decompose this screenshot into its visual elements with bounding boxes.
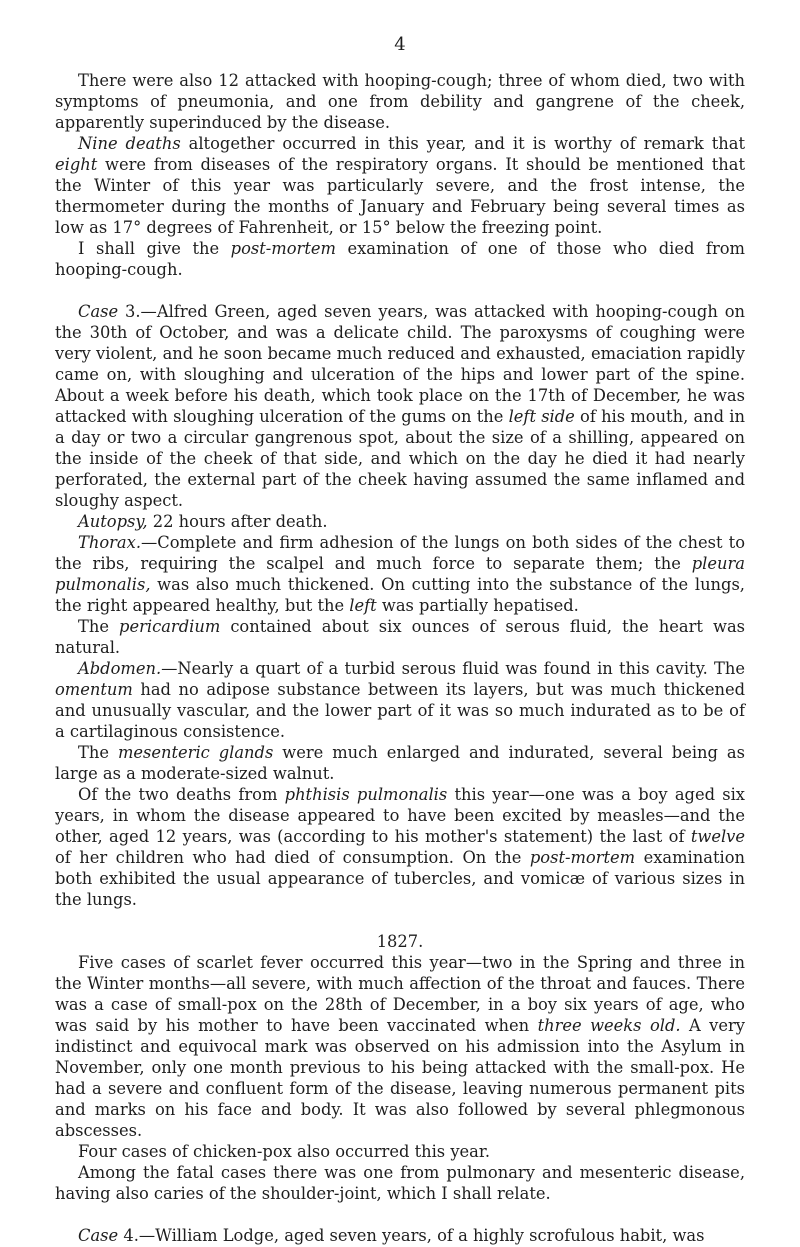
year-heading: 1827. [376,932,424,951]
italic-text: pericardium [119,617,221,636]
paragraph: I shall give the post-mortem examination of one of those who died from hooping-cough. [55,239,745,279]
italic-text: left side [508,407,575,426]
paragraph: Case 4.—William Lodge, aged seven years, of a highly scrofulous habit, was [78,1226,705,1245]
italic-text: twelve [690,827,745,846]
paragraph: Among the fatal cases there was one from pulmonary and mesenteric disease, having also caries of the shoulder-joint, which I shall relate. [55,1163,745,1203]
italic-text: eight [55,155,98,174]
italic-text: Case [78,1226,119,1245]
italic-text: mesenteric glands [117,743,274,762]
italic-text: Case [78,302,119,321]
paragraph: There were also 12 attacked with hooping-cough; three of whom died, two with symptoms of pneumonia, and one from debility and gangrene of the cheek, apparently superinduced by the disease. [55,71,745,132]
page-number: 4 [394,34,406,55]
italic-text: post-mortem [529,848,636,867]
italic-text: three weeks old. [537,1016,681,1035]
paragraph: The pericardium contained about six ounces of serous fluid, the heart was natural. [55,617,746,657]
paragraph: Case 3.—Alfred Green, aged seven years, was attacked with hooping-cough on the 30th of October, and was a delicate child. The paroxysms of coughing were very violent, and he soon became much reduced and exhausted, emaciation rapidly came on, with sloughing and ulceration of the hips and lower part of the spine. About a week before his death, which took place on the 17th of December, he was attacked with sloughing ulceration of the gums on the left side of his mouth, and in a day or two a circular gangrenous spot, about the size of a shilling, appeared on the inside of the cheek of that side, and which on the day he died it had nearly perforated, the external part of the cheek having assumed the same inflamed and sloughy aspect. [55,302,745,510]
italic-text: phthisis pulmonalis [284,785,448,804]
italic-text: pleura pulmonalis, [55,554,745,594]
paragraph: Four cases of chicken-pox also occurred this year. [78,1142,491,1161]
paragraph: Abdomen.—Nearly a quart of a turbid serous fluid was found in this cavity. The omentum had no adipose substance between its layers, but was much thickened and unusually vascular, and the lower part of it was so much indurated as to be of a cartilaginous consistence. [55,659,745,741]
italic-text: Thorax. [78,533,141,552]
paragraph: The mesenteric glands were much enlarged and indurated, several being as large as a moderate-sized walnut. [55,743,745,783]
page-body [55,70,745,1246]
paragraph: Five cases of scarlet fever occurred this year—two in the Spring and three in the Winter months—all severe, with much affection of the throat and fauces. There was a case of small-pox on the 28th of December, in a boy six years of age, who was said by his mother to have been vaccinated when three weeks old. A very indistinct and equivocal mark was observed on his admission into the Asylum in November, only one month previous to his being attacked with the small-pox. He had a severe and confluent form of the disease, leaving numerous permanent pits and marks on his face and body. It was also followed by several phlegmonous abscesses. [55,953,745,1140]
paragraph: Autopsy, 22 hours after death. [78,512,328,531]
italic-text: left [349,596,377,615]
italic-text: Nine deaths [78,134,181,153]
paragraph: Thorax.—Complete and firm adhesion of the lungs on both sides of the chest to the ribs, requiring the scalpel and much force to separate them; the pleura pulmonalis, was also much thickened. On cutting into the substance of the lungs, the right appeared healthy, but the left was partially hepatised. [55,533,745,615]
italic-text: post-mortem [230,239,336,258]
paragraph: Of the two deaths from phthisis pulmonalis this year—one was a boy aged six years, in whom the disease appeared to have been excited by measles—and the other, aged 12 years, was (according to his mother's statement) the last of twelve of her children who had died of consumption. On the post-mortem examination both exhibited the usual appearance of tubercles, and vomicæ of various sizes in the lungs. [55,785,745,909]
italic-text: omentum [55,680,133,699]
paragraph: Nine deaths altogether occurred in this year, and it is worthy of remark that eight were from diseases of the respiratory organs. It should be mentioned that the Winter of this year was particularly severe, and the frost intense, the thermometer during the months of January and February being several times as low as 17° degrees of Fahrenheit, or 15° below the freezing point. [55,134,746,237]
italic-text: Abdomen. [78,659,162,678]
italic-text: Autopsy, [78,512,148,531]
